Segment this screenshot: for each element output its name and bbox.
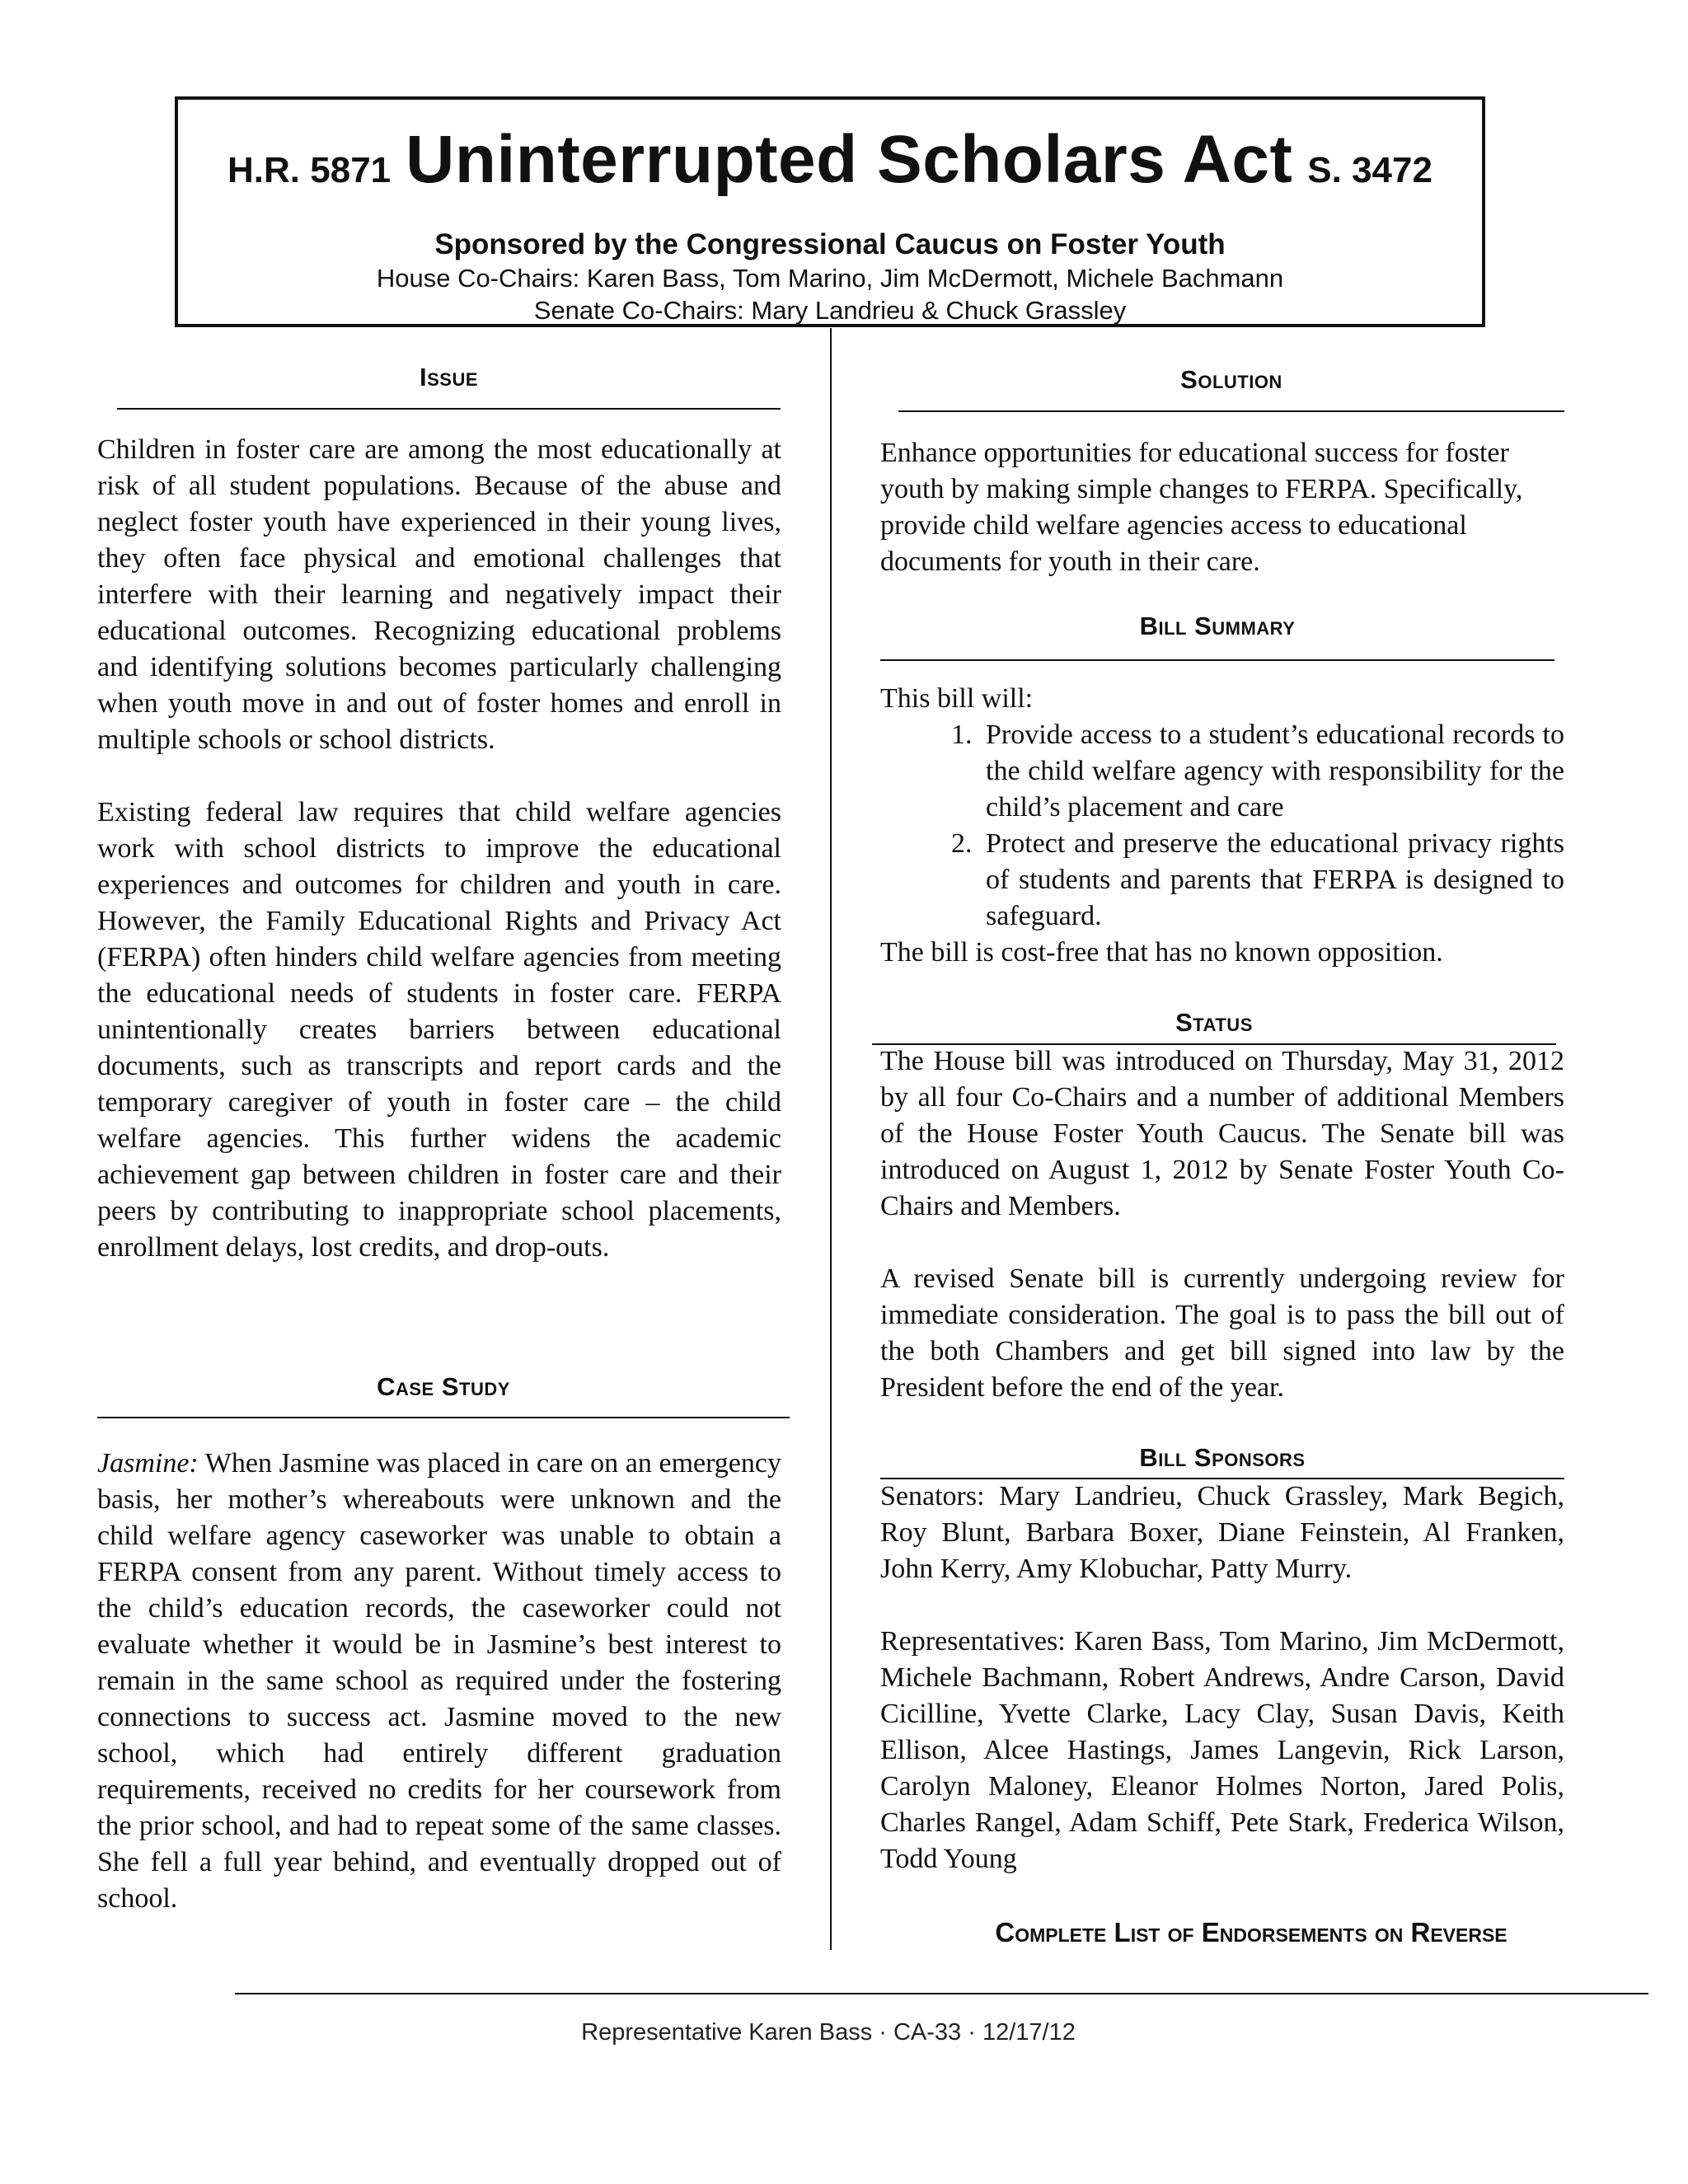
solution-text: Enhance opportunities for educational success for foster youth by making simple changes to FERPA. Specifically, provide child welfare agencies access to educational documents for youth in their care. bbox=[880, 438, 1523, 577]
case-study-section bbox=[97, 1446, 781, 1917]
bill-summary-intro: This bill will: bbox=[880, 683, 1034, 714]
bill-summary-closing: The bill is cost-free that has no known opposition. bbox=[880, 937, 1443, 968]
issue-paragraph-1: Children in foster care are among the most educationally at risk of all student populations. Because of the abuse and neglect foster youth have experienced in their young lives, they often face physical and emotional challenges that interfere with their learning and negatively impact their educational outcomes. Recognizing educational problems and identifying solutions becomes particularly challenging when youth move in and out of foster homes and enroll in multiple schools or school districts. bbox=[97, 434, 781, 755]
bill-summary-item: 2. Protect and preserve the educational privacy rights of students and parents that FERPA is designed to safeguard. bbox=[979, 826, 1564, 935]
issue-section bbox=[97, 432, 781, 1266]
sponsor-line: Sponsored by the Congressional Caucus on Foster Youth bbox=[434, 228, 1226, 260]
bill-summary-item: 1. Provide access to a student’s educational records to the child welfare agency with responsibility for the child’s placement and care bbox=[979, 717, 1564, 826]
house-bill-number: H.R. 5871 bbox=[227, 150, 392, 190]
footer-rule bbox=[235, 1993, 1648, 1994]
footer: Representative Karen Bass · CA-33 · 12/17/12 bbox=[581, 2019, 1076, 2046]
solution-heading: Solution bbox=[898, 365, 1564, 412]
status-paragraph-2: A revised Senate bill is currently undergoing review for immediate consideration. The goal is to pass the bill out of the both Chambers and get bill signed into law by the President before the end of the year. bbox=[880, 1263, 1564, 1403]
case-study-paragraph bbox=[97, 1446, 781, 1917]
representative-sponsors: Representatives: Karen Bass, Tom Marino, Jim McDermott, Michele Bachmann, Robert Andrews, Andre Carson, David Cicilline, Yvette Clarke, Lacy Clay, Susan Davis, Keith Ellison, Alcee Hastings, James Langevin, Rick Larson, Carolyn Maloney, Eleanor Holmes Norton, Jared Polis, Charles Rangel, Adam Schiff, Pete Stark, Frederica Wilson, Todd Young bbox=[880, 1626, 1564, 1874]
column-divider bbox=[830, 328, 832, 1950]
bill-summary-heading: Bill Summary bbox=[880, 612, 1554, 661]
case-study-heading: Case Study bbox=[97, 1372, 790, 1418]
senator-sponsors: Senators: Mary Landrieu, Chuck Grassley, Mark Begich, Roy Blunt, Barbara Boxer, Diane Feinstein, Al Franken, John Kerry, Amy Klobuchar, Patty Murry. bbox=[880, 1481, 1564, 1584]
house-cochairs: House Co-Chairs: Karen Bass, Tom Marino, Jim McDermott, Michele Bachmann bbox=[376, 264, 1284, 293]
act-title: Uninterrupted Scholars Act bbox=[406, 122, 1293, 197]
issue-heading: Issue bbox=[117, 363, 781, 410]
bill-sponsors-heading: Bill Sponsors bbox=[880, 1443, 1564, 1479]
status-paragraph-1: The House bill was introduced on Thursday, May 31, 2012 by all four Co-Chairs and a number of additional Members of the House Foster Youth Caucus. The Senate bill was introduced on August 1, 2012 by Senate Foster Youth Co-Chairs and Members. bbox=[880, 1046, 1564, 1221]
bill-summary-list bbox=[880, 717, 1564, 935]
bill-summary-section bbox=[880, 681, 1564, 971]
case-study-text: When Jasmine was placed in care on an emergency basis, her mother’s whereabouts were unknown and the child welfare agency caseworker was unable to obtain a FERPA consent from any parent. Without timely access to the child’s education records, the caseworker could not evaluate whether it would be in Jasmine’s best interest to remain in the same school as required under the fostering connections to success act. Jasmine moved to the new school, which had entirely different graduation requirements, received no credits for her coursework from the prior school, and had to repeat some of the same classes. She fell a full year behind, and eventually dropped out of school. bbox=[97, 1448, 781, 1914]
bill-sponsors-section bbox=[880, 1479, 1564, 1877]
solution-section bbox=[880, 435, 1564, 580]
endorsements-note: Complete List of Endorsements on Reverse bbox=[995, 1917, 1507, 1947]
issue-paragraph-2: Existing federal law requires that child welfare agencies work with school districts to improve the educational experiences and outcomes for children and youth in care. However, the Family Educational Rights and Privacy Act (FERPA) often hinders child welfare agencies from meeting the educational needs of students in foster care. FERPA unintentionally creates barriers between educational documents, such as transcripts and report cards and the temporary caregiver of youth in foster care – the child welfare agencies. This further widens the academic achievement gap between children in foster care and their peers by contributing to inappropriate school placements, enrollment delays, lost credits, and drop-outs. bbox=[97, 797, 781, 1263]
case-study-lead: Jasmine: bbox=[97, 1448, 199, 1479]
senate-bill-number: S. 3472 bbox=[1307, 150, 1432, 190]
title-box bbox=[175, 96, 1485, 327]
status-heading: Status bbox=[872, 1008, 1556, 1045]
status-section bbox=[880, 1043, 1564, 1406]
senate-cochairs: Senate Co-Chairs: Mary Landrieu & Chuck Grassley bbox=[533, 296, 1127, 325]
title-line bbox=[178, 115, 1482, 224]
